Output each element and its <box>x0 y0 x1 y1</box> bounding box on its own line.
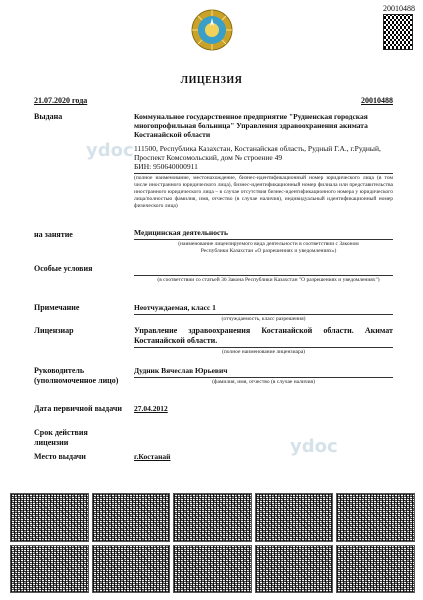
barcode-block <box>10 493 89 542</box>
licensor-label: Лицензиар <box>34 326 74 335</box>
barcode-block <box>336 545 415 594</box>
barcode-block <box>10 545 89 594</box>
watermark: ydoc <box>290 436 338 457</box>
qr-code <box>383 14 413 50</box>
activity-label: на занятие <box>34 230 73 239</box>
barcode-block <box>173 545 252 594</box>
conditions-label: Особые условия <box>34 264 93 273</box>
validity-sublabel: лицензии <box>34 438 69 447</box>
note-value: Неотчуждаемая, класс 1 <box>134 303 216 312</box>
barcode-block <box>92 493 171 542</box>
barcode-block <box>92 545 171 594</box>
licensor-hint: (полное наименование лицензиара) <box>222 349 305 355</box>
issued-hint: (полное наименование, местонахождение, бизнес-идентификационный номер юридического лица (в том числе иностранного юридического лица), бизнес-идентификационный номер филиала или представительства иностранного юридического лица – в случае отсутствия бизнес-идентификационного номера у юридического лица/полностью фамилия, имя, отчество (в случае наличия), индивидуальный идентификационный номер физического лица) <box>134 175 393 209</box>
license-date: 21.07.2020 года <box>34 96 88 105</box>
first-issue-label: Дата первичной выдачи <box>34 404 123 413</box>
state-emblem-icon <box>190 8 234 52</box>
watermark: ydoc <box>86 140 134 161</box>
barcode-block <box>255 545 334 594</box>
note-label: Примечание <box>34 303 80 312</box>
validity-label: Срок действия <box>34 428 88 437</box>
barcode-block <box>173 493 252 542</box>
place-value: г.Костанай <box>134 452 171 461</box>
activity-hint: (наименование лицензируемого вида деятельности в соответствии с Законом Республики Казахстан «О разрешениях и уведомлениях») <box>178 241 359 254</box>
issued-bin: БИН: 950640000911 <box>134 162 198 171</box>
barcode-block <box>255 493 334 542</box>
license-number: 20010488 <box>361 96 393 105</box>
barcode-strip <box>10 493 415 593</box>
first-issue-value: 27.04.2012 <box>134 404 168 413</box>
head-sublabel: (уполномоченное лицо) <box>34 376 119 385</box>
issued-address: 111500, Республика Казахстан, Костанайская область, Рудный Г.А., г.Рудный, Проспект Комсомольский, дом № строение 49 <box>134 144 381 162</box>
document-number-top: 20010488 <box>383 4 415 13</box>
note-hint: (отчуждаемость, класс разрешения) <box>221 316 306 322</box>
licensor-value: Управление здравоохранения Костанайской области. Акимат Костанайской области. <box>134 326 393 345</box>
barcode-block <box>336 493 415 542</box>
conditions-hint: (в соответствии со статьей 36 Закона Республики Казахстан "О разрешениях и уведомлениях") <box>157 277 380 283</box>
head-label: Руководитель <box>34 366 85 375</box>
place-label: Место выдачи <box>34 452 86 461</box>
activity-value: Медицинская деятельность <box>134 228 228 237</box>
issued-label: Выдана <box>34 112 63 121</box>
issued-org-name: Коммунальное государственное предприятие "Рудненская городская многопрофильная больница" Управления здравоохранения акимата Костанайской области <box>134 112 368 139</box>
head-value: Дудник Вячеслав Юрьевич <box>134 366 228 375</box>
head-hint: (фамилия, имя, отчество (в случае наличия) <box>212 379 315 385</box>
document-title: ЛИЦЕНЗИЯ <box>180 75 243 86</box>
